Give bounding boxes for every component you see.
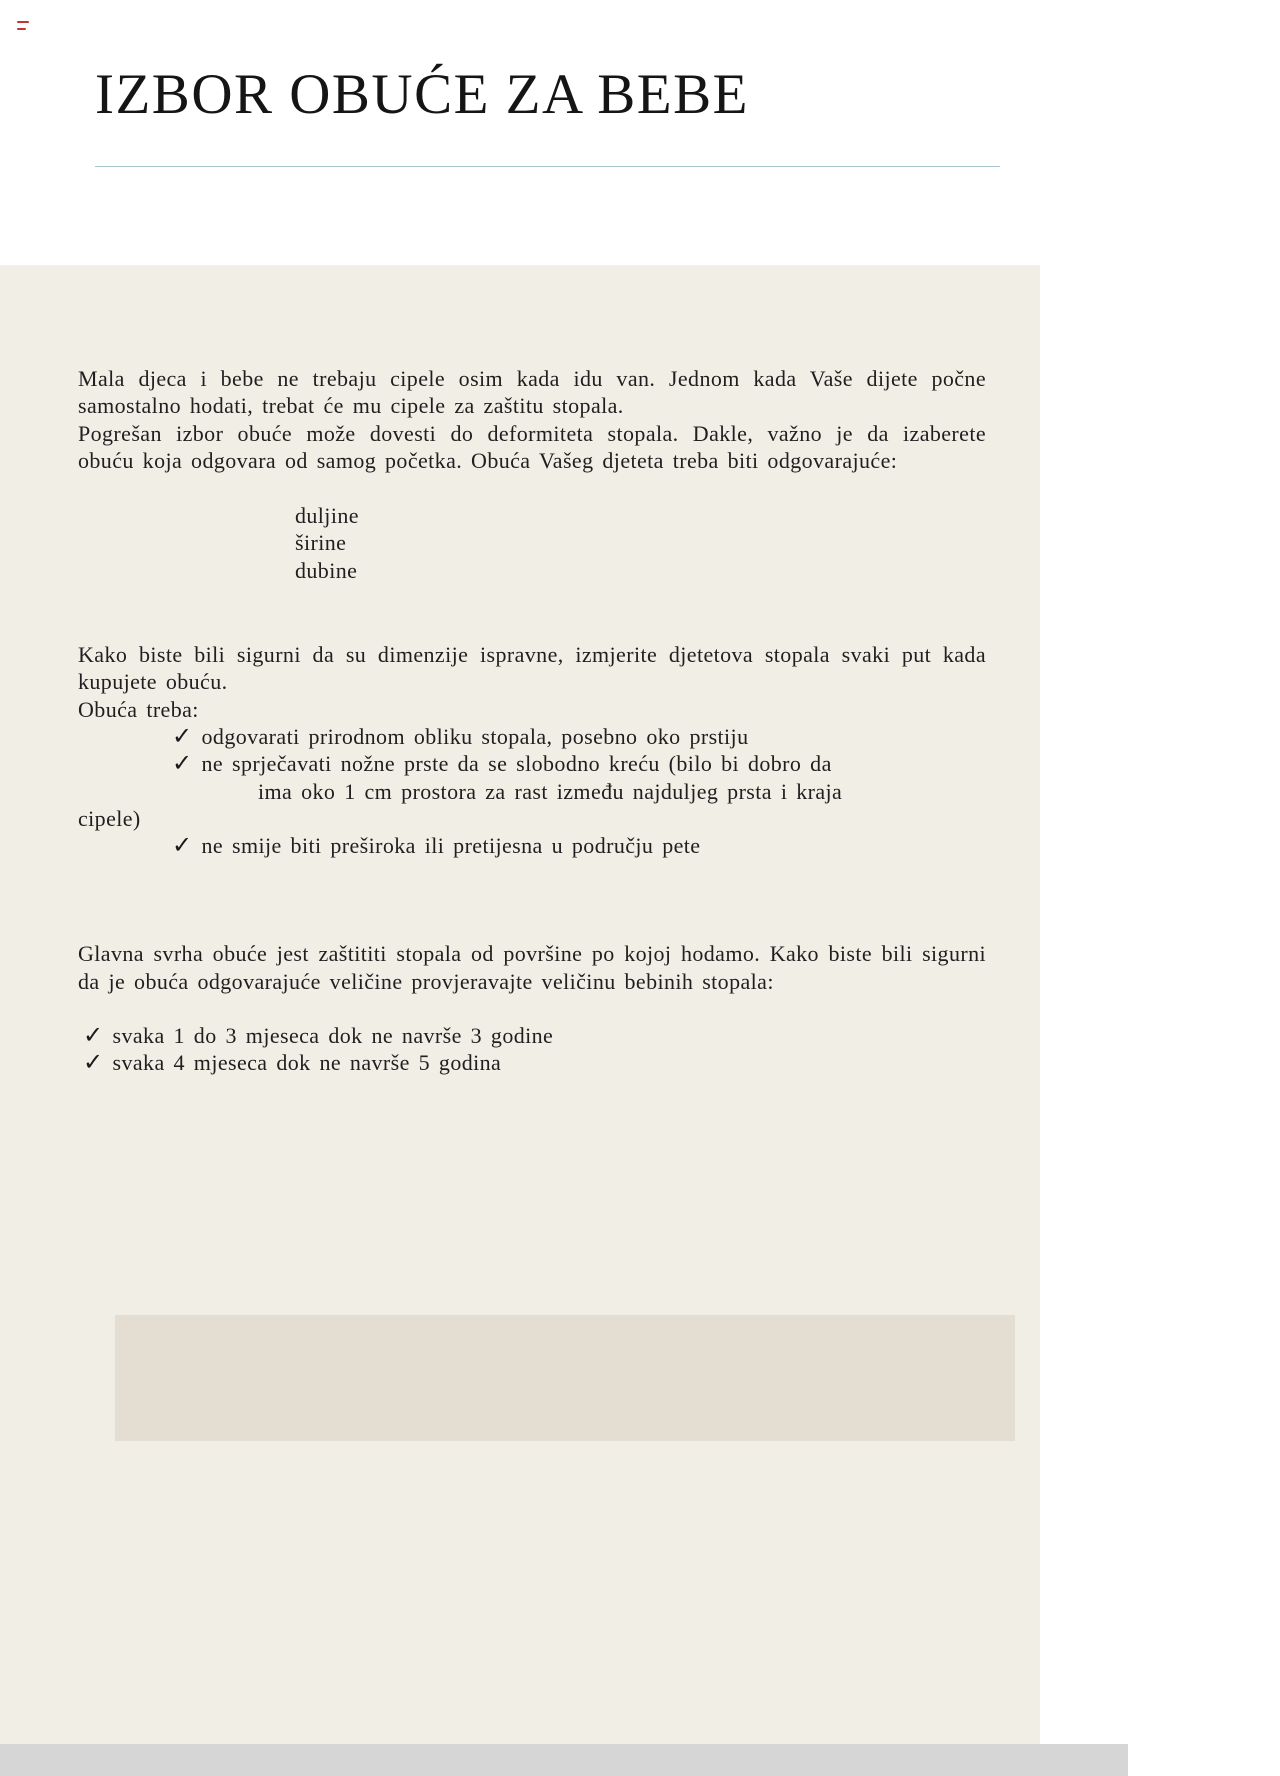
checklist-item-text: odgovarati prirodnom obliku stopala, posebno oko prstiju <box>201 723 749 749</box>
schedule-checklist <box>78 1022 986 1077</box>
dimension-list <box>295 502 986 584</box>
page-title: IZBOR OBUĆE ZA BEBE <box>95 63 749 126</box>
checklist-item <box>78 750 986 777</box>
measure-paragraph: Kako biste bili sigurni da su dimenzije ispravne, izmjerite djetetova stopala svaki put kada kupujete obuću. <box>78 642 986 695</box>
checklist-item-continuation: cipele) <box>78 805 141 831</box>
image-placeholder <box>115 1315 1015 1441</box>
requirements-intro: Obuća treba: <box>78 696 199 722</box>
menu-icon[interactable] <box>17 21 29 30</box>
check-icon: ✓ <box>172 749 193 778</box>
checklist-item-text: ne smije biti preširoka ili pretijesna u području pete <box>201 833 701 859</box>
checklist-item-text: svaka 1 do 3 mjeseca dok ne navrše 3 godine <box>112 1023 554 1049</box>
list-item-dubine: dubine <box>295 557 358 583</box>
checklist-item-text: ne sprječavati nožne prste da se slobodno kreću (bilo bi dobro da <box>201 751 832 777</box>
purpose-paragraph: Glavna svrha obuće jest zaštititi stopala od površine po kojoj hodamo. Kako biste bili sigurni da je obuća odgovarajuće veličine provjeravajte veličinu bebinih stopala: <box>78 941 986 994</box>
page-gap <box>0 1744 1128 1776</box>
title-divider <box>95 166 1000 167</box>
intro-paragraph-1: Mala djeca i bebe ne trebaju cipele osim kada idu van. Jednom kada Vaše dijete počne samostalno hodati, trebat će mu cipele za zaštitu stopala. <box>78 366 986 419</box>
checklist-item <box>78 1049 986 1076</box>
list-item-sirine: širine <box>295 530 347 556</box>
check-icon: ✓ <box>83 1048 104 1077</box>
checklist-item-text: svaka 4 mjeseca dok ne navrše 5 godina <box>112 1050 502 1076</box>
requirements-checklist <box>78 723 986 859</box>
check-icon: ✓ <box>83 1021 104 1050</box>
check-icon: ✓ <box>172 831 193 860</box>
menu-icon-bar <box>17 28 26 30</box>
checklist-item <box>78 832 986 859</box>
checklist-item <box>78 723 986 750</box>
intro-paragraph-2: Pogrešan izbor obuće može dovesti do deformiteta stopala. Dakle, važno je da izaberete obuću koja odgovara od samog početka. Obuća Vašeg djeteta treba biti odgovarajuće: <box>78 420 986 473</box>
checklist-item <box>78 1022 986 1049</box>
list-item-duljine: duljine <box>295 503 359 529</box>
menu-icon-bar <box>17 21 29 23</box>
body-text <box>78 365 986 1077</box>
check-icon: ✓ <box>172 721 193 750</box>
checklist-item-continuation: ima oko 1 cm prostora za rast između najduljeg prsta i kraja <box>258 778 843 804</box>
